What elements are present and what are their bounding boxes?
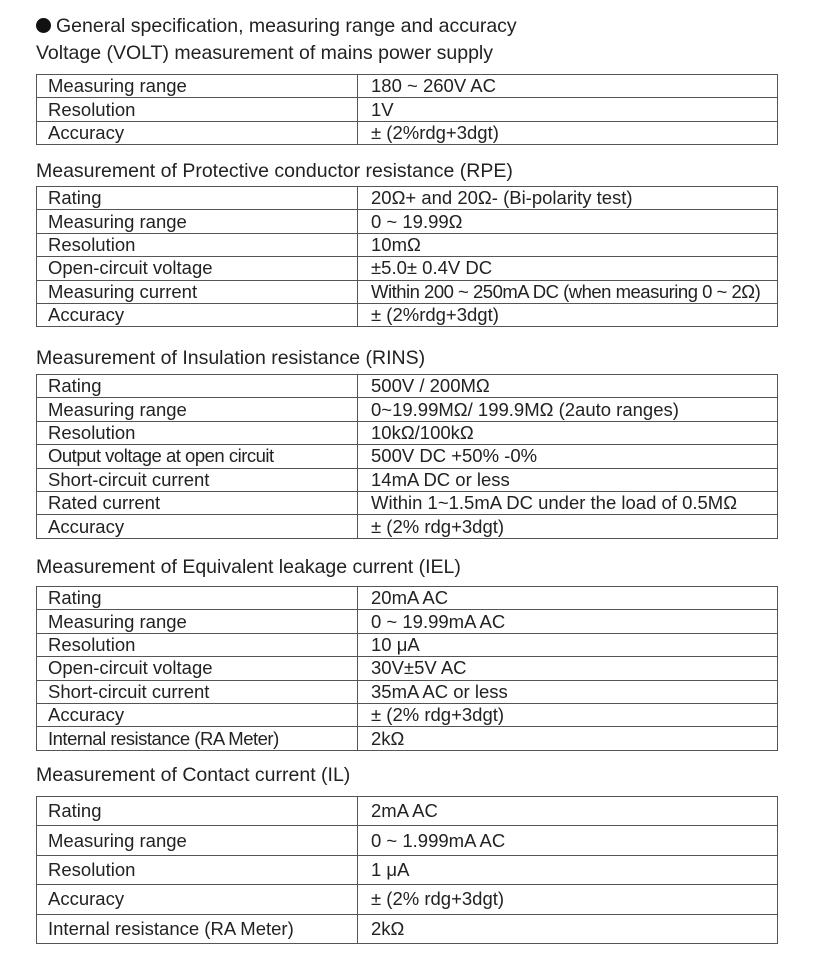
general-heading-text: General specification, measuring range and accuracy bbox=[56, 15, 517, 37]
table-row bbox=[37, 855, 778, 884]
table-row bbox=[37, 885, 778, 914]
row-label: Accuracy bbox=[37, 121, 358, 144]
row-label: Accuracy bbox=[37, 885, 358, 914]
row-label: Resolution bbox=[37, 633, 358, 656]
row-value: 0 ~ 19.99Ω bbox=[358, 210, 778, 233]
row-value: ± (2% rdg+3dgt) bbox=[358, 515, 778, 538]
table-row bbox=[37, 680, 778, 703]
rins-spec-table bbox=[36, 374, 778, 539]
row-label: Resolution bbox=[37, 855, 358, 884]
row-value: 0 ~ 19.99mA AC bbox=[358, 610, 778, 633]
row-value: 2mA AC bbox=[358, 797, 778, 826]
row-value: ± (2% rdg+3dgt) bbox=[358, 703, 778, 726]
table-row bbox=[37, 121, 778, 144]
row-label: Rating bbox=[37, 187, 358, 210]
table-row bbox=[37, 187, 778, 210]
row-label: Internal resistance (RA Meter) bbox=[37, 914, 358, 943]
row-label: Accuracy bbox=[37, 703, 358, 726]
iel-section-title: Measurement of Equivalent leakage current (IEL) bbox=[36, 556, 461, 578]
row-value: 180 ~ 260V AC bbox=[358, 75, 778, 98]
row-label: Measuring range bbox=[37, 826, 358, 855]
row-value: ± (2%rdg+3dgt) bbox=[358, 121, 778, 144]
table-row bbox=[37, 398, 778, 421]
table-row bbox=[37, 210, 778, 233]
row-value: Within 1~1.5mA DC under the load of 0.5MΩ bbox=[358, 491, 778, 514]
table-row bbox=[37, 303, 778, 326]
table-row bbox=[37, 233, 778, 256]
row-value: 35mA AC or less bbox=[358, 680, 778, 703]
row-label: Resolution bbox=[37, 421, 358, 444]
table-row bbox=[37, 491, 778, 514]
row-label: Rating bbox=[37, 587, 358, 610]
table-row bbox=[37, 633, 778, 656]
iel-spec-table bbox=[36, 586, 778, 751]
table-row bbox=[37, 826, 778, 855]
table-row bbox=[37, 515, 778, 538]
table-row bbox=[37, 98, 778, 121]
table-row bbox=[37, 75, 778, 98]
table-row bbox=[37, 445, 778, 468]
row-label: Accuracy bbox=[37, 303, 358, 326]
row-value: 20mA AC bbox=[358, 587, 778, 610]
row-value: Within 200 ~ 250mA DC (when measuring 0 ~ 2Ω) bbox=[358, 280, 778, 303]
row-label: Resolution bbox=[37, 98, 358, 121]
rins-section-title: Measurement of Insulation resistance (RINS) bbox=[36, 347, 426, 369]
row-value: 30V±5V AC bbox=[358, 657, 778, 680]
row-label: Short-circuit current bbox=[37, 468, 358, 491]
table-row bbox=[37, 421, 778, 444]
row-value: 2kΩ bbox=[358, 727, 778, 750]
row-value: 500V DC +50% -0% bbox=[358, 445, 778, 468]
row-value: 10mΩ bbox=[358, 233, 778, 256]
row-value: 1 μA bbox=[358, 855, 778, 884]
row-value: ±5.0± 0.4V DC bbox=[358, 257, 778, 280]
row-label: Accuracy bbox=[37, 515, 358, 538]
row-label: Measuring range bbox=[37, 610, 358, 633]
row-label: Rated current bbox=[37, 491, 358, 514]
table-row bbox=[37, 468, 778, 491]
general-heading bbox=[36, 14, 517, 38]
row-label: Measuring range bbox=[37, 75, 358, 98]
table-row bbox=[37, 280, 778, 303]
bullet-icon bbox=[36, 18, 51, 33]
row-label: Internal resistance (RA Meter) bbox=[37, 727, 358, 750]
row-label: Short-circuit current bbox=[37, 680, 358, 703]
table-row bbox=[37, 375, 778, 398]
row-value: ± (2% rdg+3dgt) bbox=[358, 885, 778, 914]
table-row bbox=[37, 257, 778, 280]
rpe-spec-table bbox=[36, 186, 778, 327]
row-label: Open-circuit voltage bbox=[37, 657, 358, 680]
row-label: Resolution bbox=[37, 233, 358, 256]
table-row bbox=[37, 587, 778, 610]
table-row bbox=[37, 657, 778, 680]
row-label: Output voltage at open circuit bbox=[37, 445, 358, 468]
row-value: 2kΩ bbox=[358, 914, 778, 943]
row-value: 10kΩ/100kΩ bbox=[358, 421, 778, 444]
il-spec-table bbox=[36, 796, 778, 944]
row-label: Rating bbox=[37, 797, 358, 826]
rpe-section-title: Measurement of Protective conductor resistance (RPE) bbox=[36, 160, 513, 182]
row-value: 10 μA bbox=[358, 633, 778, 656]
row-value: 0 ~ 1.999mA AC bbox=[358, 826, 778, 855]
table-row bbox=[37, 797, 778, 826]
row-value: 1V bbox=[358, 98, 778, 121]
volt-section-title: Voltage (VOLT) measurement of mains power supply bbox=[36, 42, 494, 64]
volt-spec-table bbox=[36, 74, 778, 145]
row-value: 500V / 200MΩ bbox=[358, 375, 778, 398]
row-label: Measuring range bbox=[37, 210, 358, 233]
table-row bbox=[37, 703, 778, 726]
row-value: ± (2%rdg+3dgt) bbox=[358, 303, 778, 326]
table-row bbox=[37, 914, 778, 943]
table-row bbox=[37, 610, 778, 633]
il-section-title: Measurement of Contact current (IL) bbox=[36, 764, 351, 786]
row-label: Measuring current bbox=[37, 280, 358, 303]
row-label: Measuring range bbox=[37, 398, 358, 421]
row-value: 14mA DC or less bbox=[358, 468, 778, 491]
row-value: 20Ω+ and 20Ω- (Bi-polarity test) bbox=[358, 187, 778, 210]
table-row bbox=[37, 727, 778, 750]
row-label: Open-circuit voltage bbox=[37, 257, 358, 280]
row-label: Rating bbox=[37, 375, 358, 398]
row-value: 0~19.99MΩ/ 199.9MΩ (2auto ranges) bbox=[358, 398, 778, 421]
